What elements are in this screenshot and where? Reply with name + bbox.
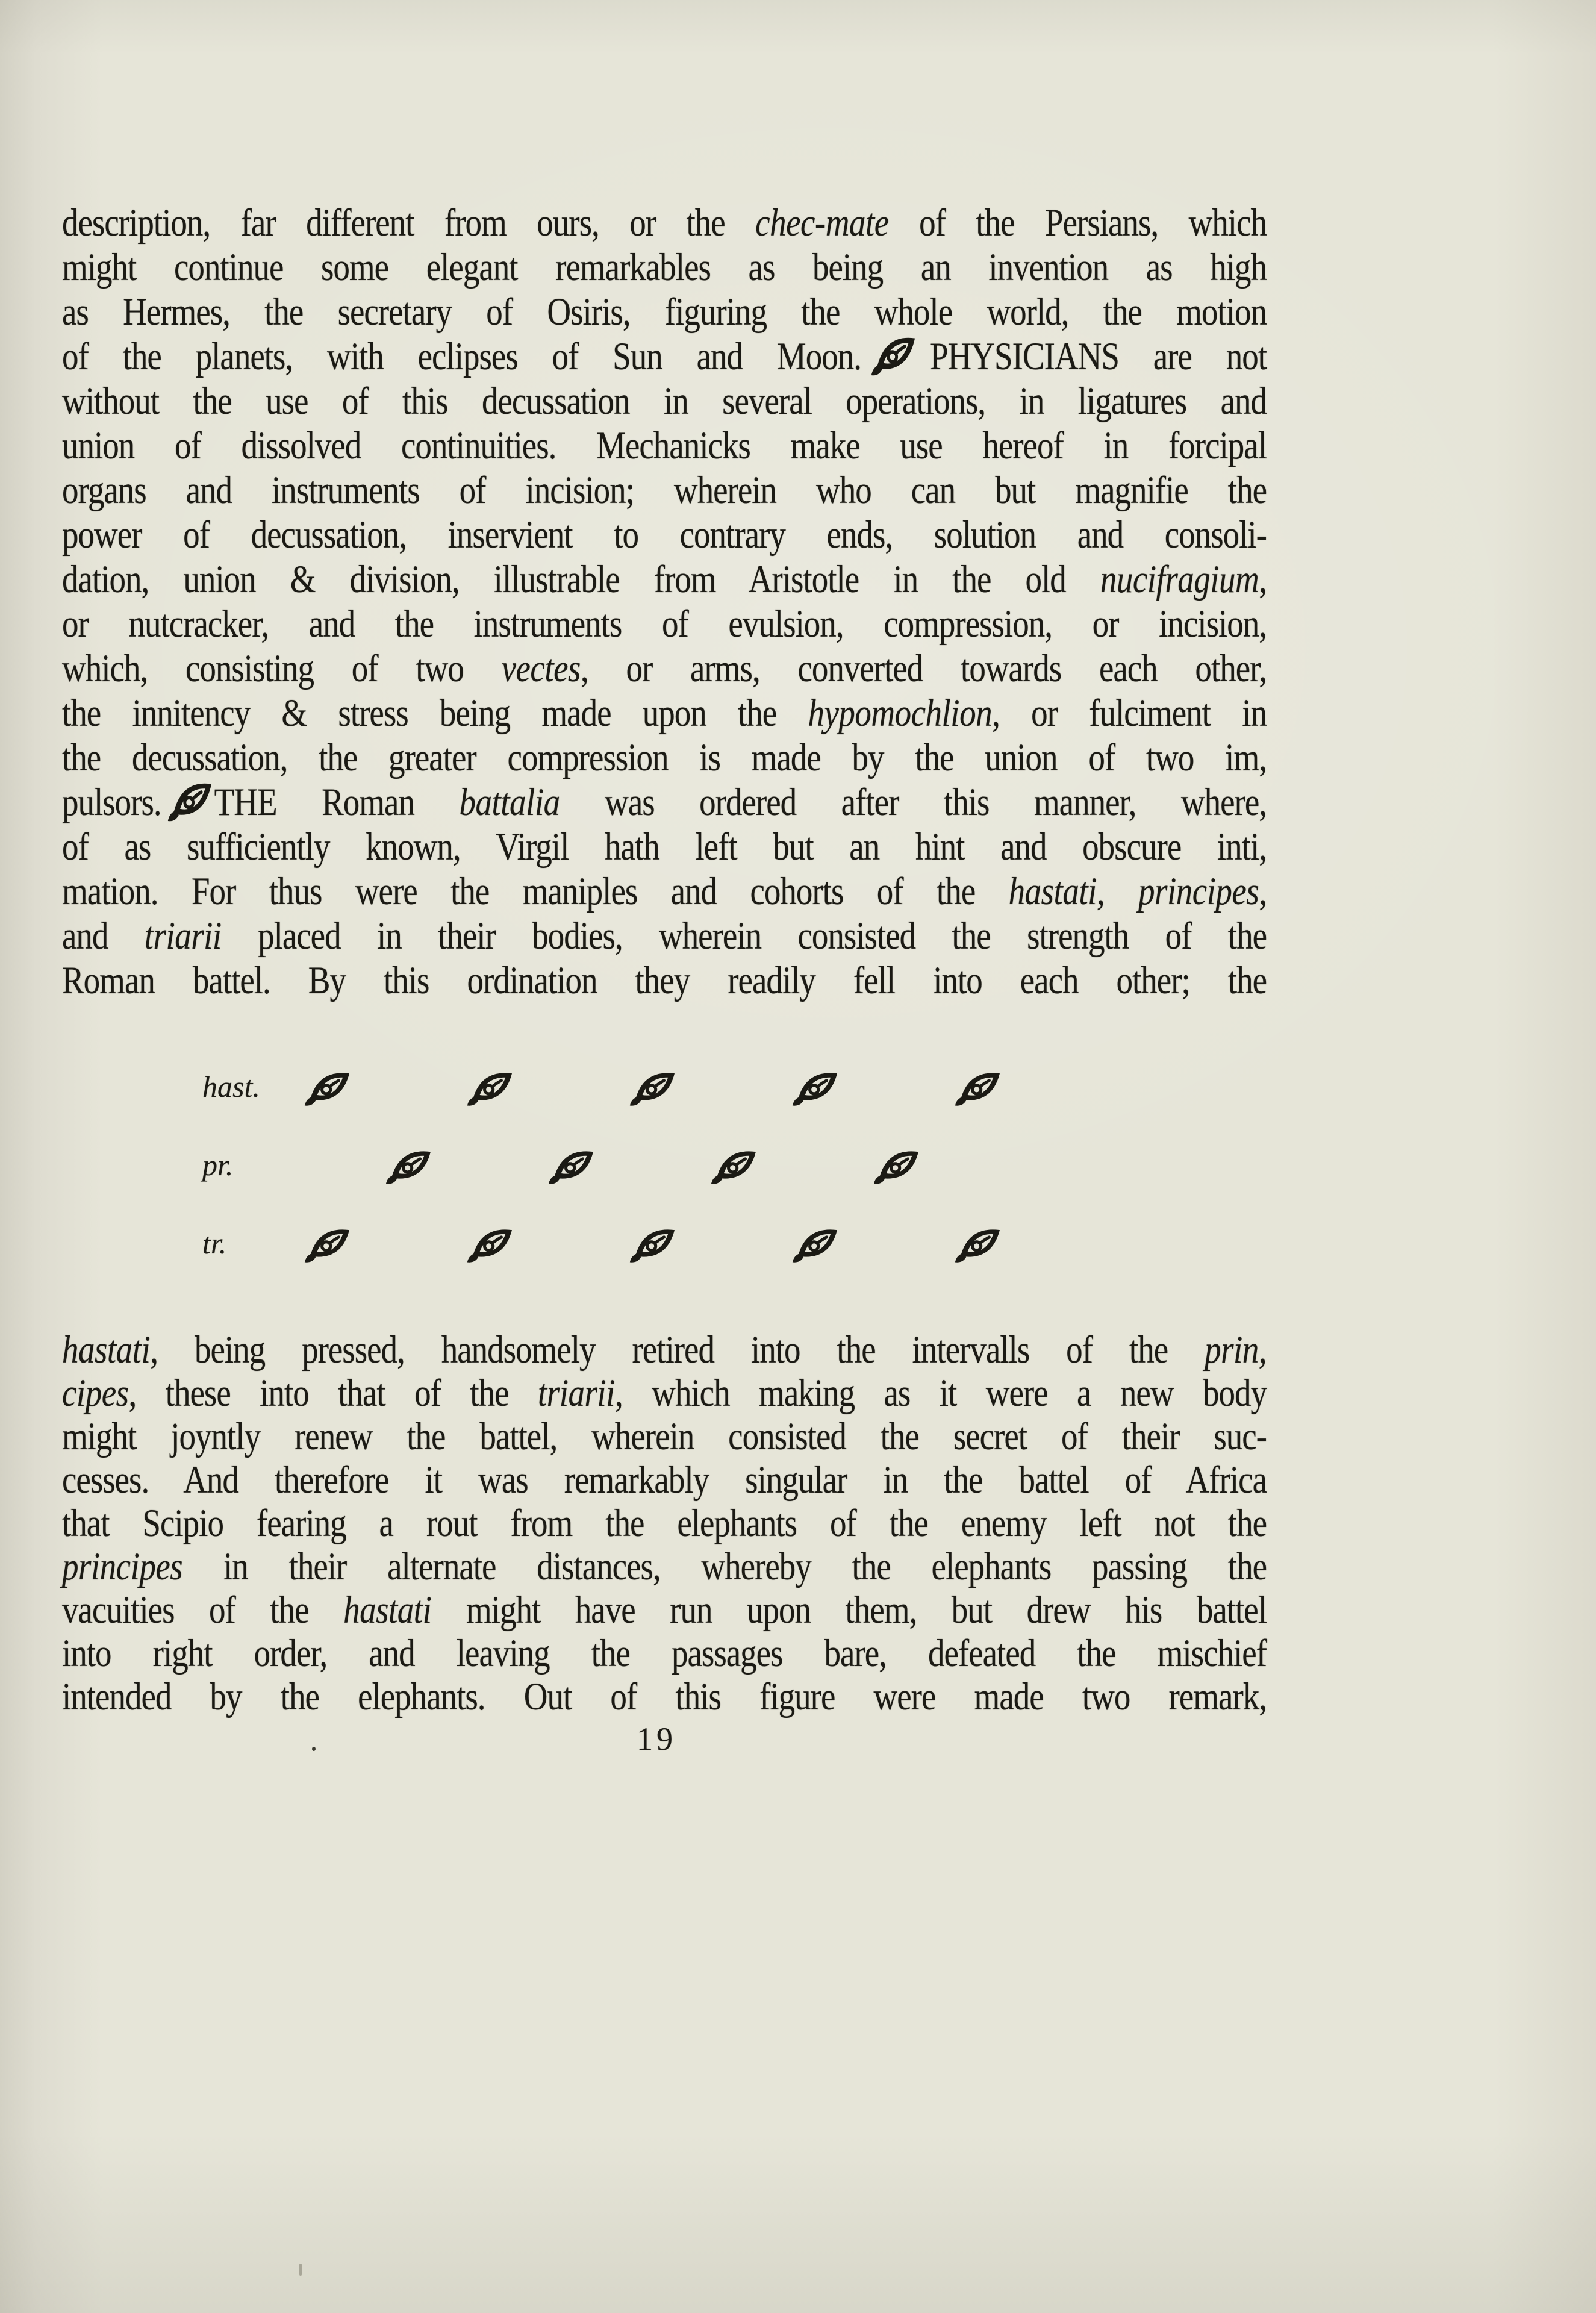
leaf-ornament-icon bbox=[871, 331, 918, 378]
italic-term: triarii bbox=[144, 914, 222, 958]
diagram-row-tr bbox=[62, 1223, 1267, 1301]
text-line: description, far different from ours, or the chec-mate of the Persians, which bbox=[62, 201, 1267, 245]
leaf-ornament-icon bbox=[167, 777, 214, 824]
text-line: intended by the elephants. Out of this figure were made two remark, bbox=[62, 1675, 1267, 1718]
paper-speck bbox=[312, 1747, 316, 1751]
italic-term: cipes bbox=[62, 1371, 129, 1415]
text-line: cipes, these into that of the triarii, which making as it were a new body bbox=[62, 1371, 1267, 1415]
diagram-row-label: tr. bbox=[202, 1226, 227, 1260]
diagram-row-label: hast. bbox=[202, 1070, 260, 1103]
italic-term: prin, bbox=[1205, 1328, 1267, 1372]
text-line: organs and instruments of incision; wherein who can but magnifie the bbox=[62, 468, 1267, 512]
leaf-ornament-icon bbox=[548, 1146, 596, 1186]
italic-term: hastati bbox=[343, 1588, 432, 1632]
text-line: might joyntly renew the battel, wherein consisted the secret of their suc- bbox=[62, 1414, 1267, 1458]
leaf-ornament-icon bbox=[792, 1067, 840, 1108]
page-number: 19 bbox=[637, 1721, 676, 1757]
italic-term: hastati bbox=[62, 1328, 151, 1372]
italic-term: battalia bbox=[459, 780, 560, 824]
leaf-ornament-icon bbox=[467, 1067, 515, 1108]
leaf-ornament-icon bbox=[304, 1224, 352, 1264]
text-line: principes in their alternate distances, whereby the elephants passing the bbox=[62, 1544, 1267, 1588]
leaf-ornament-icon bbox=[955, 1067, 1003, 1108]
italic-term: vectes bbox=[501, 646, 581, 690]
diagram-row-hast bbox=[62, 1066, 1267, 1144]
leaf-ornament-icon bbox=[467, 1224, 515, 1264]
italic-term: hastati, principes bbox=[1008, 869, 1259, 913]
italic-term: triarii bbox=[538, 1371, 615, 1415]
text-line: Roman battel. By this ordination they readily fell into each other; the bbox=[62, 958, 1267, 1002]
text-line: power of decussation, inservient to contrary ends, solution and consoli- bbox=[62, 513, 1267, 557]
text-line: the decussation, the greater compression is made by the union of two im, bbox=[62, 735, 1267, 779]
diagram-row-pr bbox=[62, 1144, 1267, 1223]
leaf-ornament-icon bbox=[792, 1224, 840, 1264]
italic-term: hypomochlion bbox=[808, 691, 993, 735]
text-line: or nutcracker, and the instruments of evulsion, compression, or incision, bbox=[62, 602, 1267, 646]
text-line: which, consisting of two vectes, or arms, converted towards each other, bbox=[62, 646, 1267, 690]
leaf-ornament-icon bbox=[711, 1146, 759, 1186]
paragraph-decussation bbox=[62, 201, 1267, 1003]
text-line: of the planets, with eclipses of Sun and Moon. PHYSICIANS are not bbox=[62, 330, 1267, 382]
text-line: that Scipio fearing a rout from the elephants of the enemy left not the bbox=[62, 1501, 1267, 1545]
italic-term: chec-mate bbox=[755, 201, 889, 245]
italic-term: principes bbox=[62, 1544, 183, 1588]
text-line: into right order, and leaving the passages bare, defeated the mischief bbox=[62, 1631, 1267, 1675]
italic-term: nucifragium bbox=[1100, 557, 1259, 601]
leaf-ornament-icon bbox=[629, 1067, 678, 1108]
text-line: of as sufficiently known, Virgil hath left but an hint and obscure inti, bbox=[62, 825, 1267, 869]
leaf-ornament-icon bbox=[873, 1146, 921, 1186]
leaf-ornament-icon bbox=[629, 1224, 678, 1264]
diagram-row-label: pr. bbox=[202, 1148, 234, 1182]
text-line: hastati, being pressed, handsomely retired into the intervalls of the prin, bbox=[62, 1328, 1267, 1372]
paragraph-battel bbox=[62, 1328, 1267, 1718]
text-line: vacuities of the hastati might have run upon them, but drew his battel bbox=[62, 1588, 1267, 1632]
leaf-ornament-icon bbox=[955, 1224, 1003, 1264]
text-line: and triarii placed in their bodies, wherein consisted the strength of the bbox=[62, 914, 1267, 958]
text-line: without the use of this decussation in several operations, in ligatures and bbox=[62, 379, 1267, 423]
paper-speck bbox=[299, 2264, 302, 2276]
text-line: mation. For thus were the maniples and cohorts of the hastati, principes, bbox=[62, 869, 1267, 913]
text-line: the innitency & stress being made upon the hypomochlion, or fulciment in bbox=[62, 691, 1267, 735]
text-line: cesses. And therefore it was remarkably singular in the battel of Africa bbox=[62, 1458, 1267, 1502]
text-line: dation, union & division, illustrable from Aristotle in the old nucifragium, bbox=[62, 557, 1267, 601]
battalia-diagram bbox=[62, 1066, 1267, 1307]
text-line: as Hermes, the secretary of Osiris, figuring the whole world, the motion bbox=[62, 290, 1267, 334]
leaf-ornament-icon bbox=[304, 1067, 352, 1108]
leaf-ornament-icon bbox=[385, 1146, 434, 1186]
text-line: union of dissolved continuities. Mechanicks make use hereof in forcipal bbox=[62, 423, 1267, 467]
text-line: pulsors. THE Roman battalia was ordered after this manner, where, bbox=[62, 776, 1267, 828]
text-line: might continue some elegant remarkables as being an invention as high bbox=[62, 245, 1267, 289]
